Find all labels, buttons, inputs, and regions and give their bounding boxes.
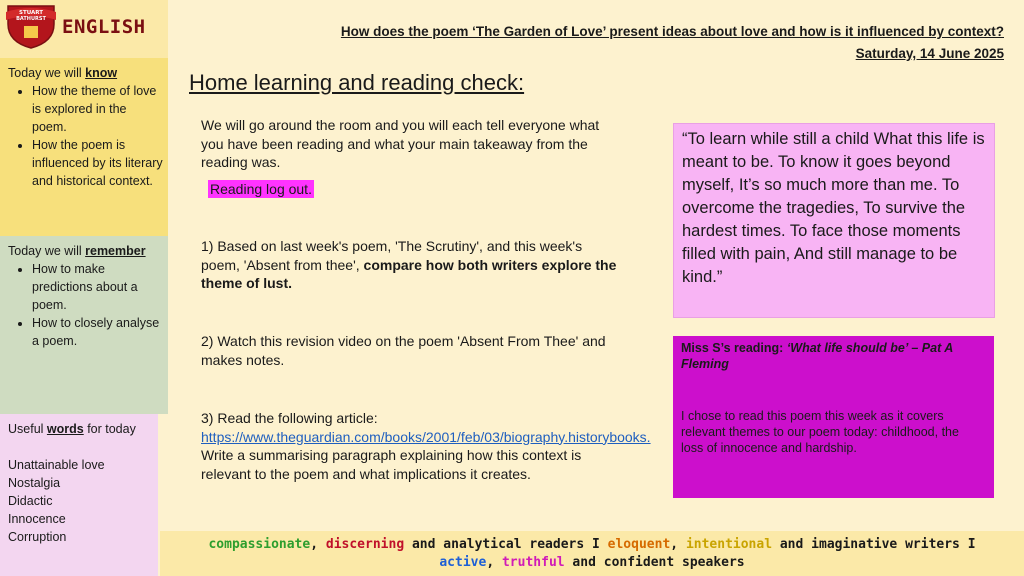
svg-text:STUART: STUART xyxy=(18,10,44,16)
word-item: Didactic xyxy=(8,494,53,508)
footer-word: , xyxy=(310,537,326,552)
lesson-date: Saturday, 14 June 2025 xyxy=(855,46,1004,61)
task-3 xyxy=(201,409,651,483)
article-link[interactable]: https://www.theguardian.com/books/2001/feb/03/biography.historybooks. xyxy=(201,428,651,445)
footer-word: eloquent xyxy=(607,537,671,552)
footer-word: compassionate xyxy=(208,537,311,552)
words-keyword: words xyxy=(46,422,84,436)
remember-item: • How to closely analyse a poem. xyxy=(32,314,164,350)
footer-word: intentional xyxy=(685,537,773,552)
footer-line-1 xyxy=(160,537,1024,552)
word-item: Corruption xyxy=(8,530,67,544)
know-item: • How the poem is influenced by its literary and historical context. xyxy=(32,136,164,190)
quote-box xyxy=(673,123,995,318)
know-item: • How the theme of love is explored in the poem. xyxy=(32,82,164,136)
svg-text:BATHURST: BATHURST xyxy=(16,16,46,22)
poem-quote: “To learn while still a child What this life is meant to be. To know it goes beyond myself, It’s so much more than me. To overcome the tragedies, To survive the hardest times. To face those moments filled with pain, And still manage to be kind.” xyxy=(682,130,985,286)
reading-log-highlight: Reading log out. xyxy=(210,181,312,197)
reading-title xyxy=(681,340,981,372)
footer-word: , xyxy=(670,537,686,552)
intro-text: We will go around the room and you will each tell everyone what you have been reading and what your main takeaway from the reading was. xyxy=(201,117,600,170)
task-1-bold: compare how both writers explore the theme of lust. xyxy=(201,256,617,291)
footer-word: discerning xyxy=(325,537,405,552)
task-3-lead: 3) Read the following article: xyxy=(201,410,378,426)
subject-title: ENGLISH xyxy=(62,16,146,38)
lesson-question: How does the poem ‘The Garden of Love’ present ideas about love and how is it influenced by context? xyxy=(340,24,1004,39)
reading-body: I chose to read this poem this week as it covers relevant themes to our poem today: childhood, the loss of innocence and hardship. xyxy=(681,409,959,455)
word-item: Innocence xyxy=(8,512,66,526)
remember-keyword: remember xyxy=(85,244,146,258)
task-1 xyxy=(201,237,621,293)
footer-word: active xyxy=(439,555,487,570)
reading-label: Miss S’s reading: xyxy=(681,341,787,355)
footer-word: and analytical readers xyxy=(404,537,592,552)
footer-word: truthful xyxy=(501,555,565,570)
remember-item: • How to make predictions about a poem. xyxy=(32,260,164,314)
reading-poem-title: ‘What life should be’ – Pat A Fleming xyxy=(681,341,953,371)
footer-values xyxy=(160,531,1024,576)
remember-intro: Today we will xyxy=(8,244,86,258)
know-intro: Today we will xyxy=(8,66,86,80)
word-item: Unattainable love xyxy=(8,458,105,472)
words-outro: for today xyxy=(83,422,136,436)
footer-word: I xyxy=(592,537,608,552)
word-item: Nostalgia xyxy=(8,476,61,490)
words-box xyxy=(0,414,158,576)
teacher-reading-box xyxy=(673,336,994,498)
footer-line-2 xyxy=(160,555,1024,570)
footer-word: and imaginative writers I xyxy=(772,537,976,552)
task-2: 2) Watch this revision video on the poem 'Absent From Thee' and makes notes. xyxy=(201,333,606,368)
school-crest-icon xyxy=(4,2,58,50)
words-intro: Useful xyxy=(8,422,47,436)
remember-box xyxy=(0,236,168,414)
logo-area xyxy=(0,0,168,58)
footer-word: , xyxy=(486,555,502,570)
task-1-text: 1) Based on last week's poem, 'The Scrutiny', and this week's poem, 'Absent from thee', xyxy=(201,238,583,273)
task-3-rest: Write a summarising paragraph explaining how this context is relevant to the poem and what implications it creates. xyxy=(201,447,582,482)
footer-word: and confident speakers xyxy=(564,555,745,570)
page-heading: Home learning and reading check: xyxy=(189,70,525,95)
know-box xyxy=(0,58,168,236)
know-keyword: know xyxy=(85,66,118,80)
